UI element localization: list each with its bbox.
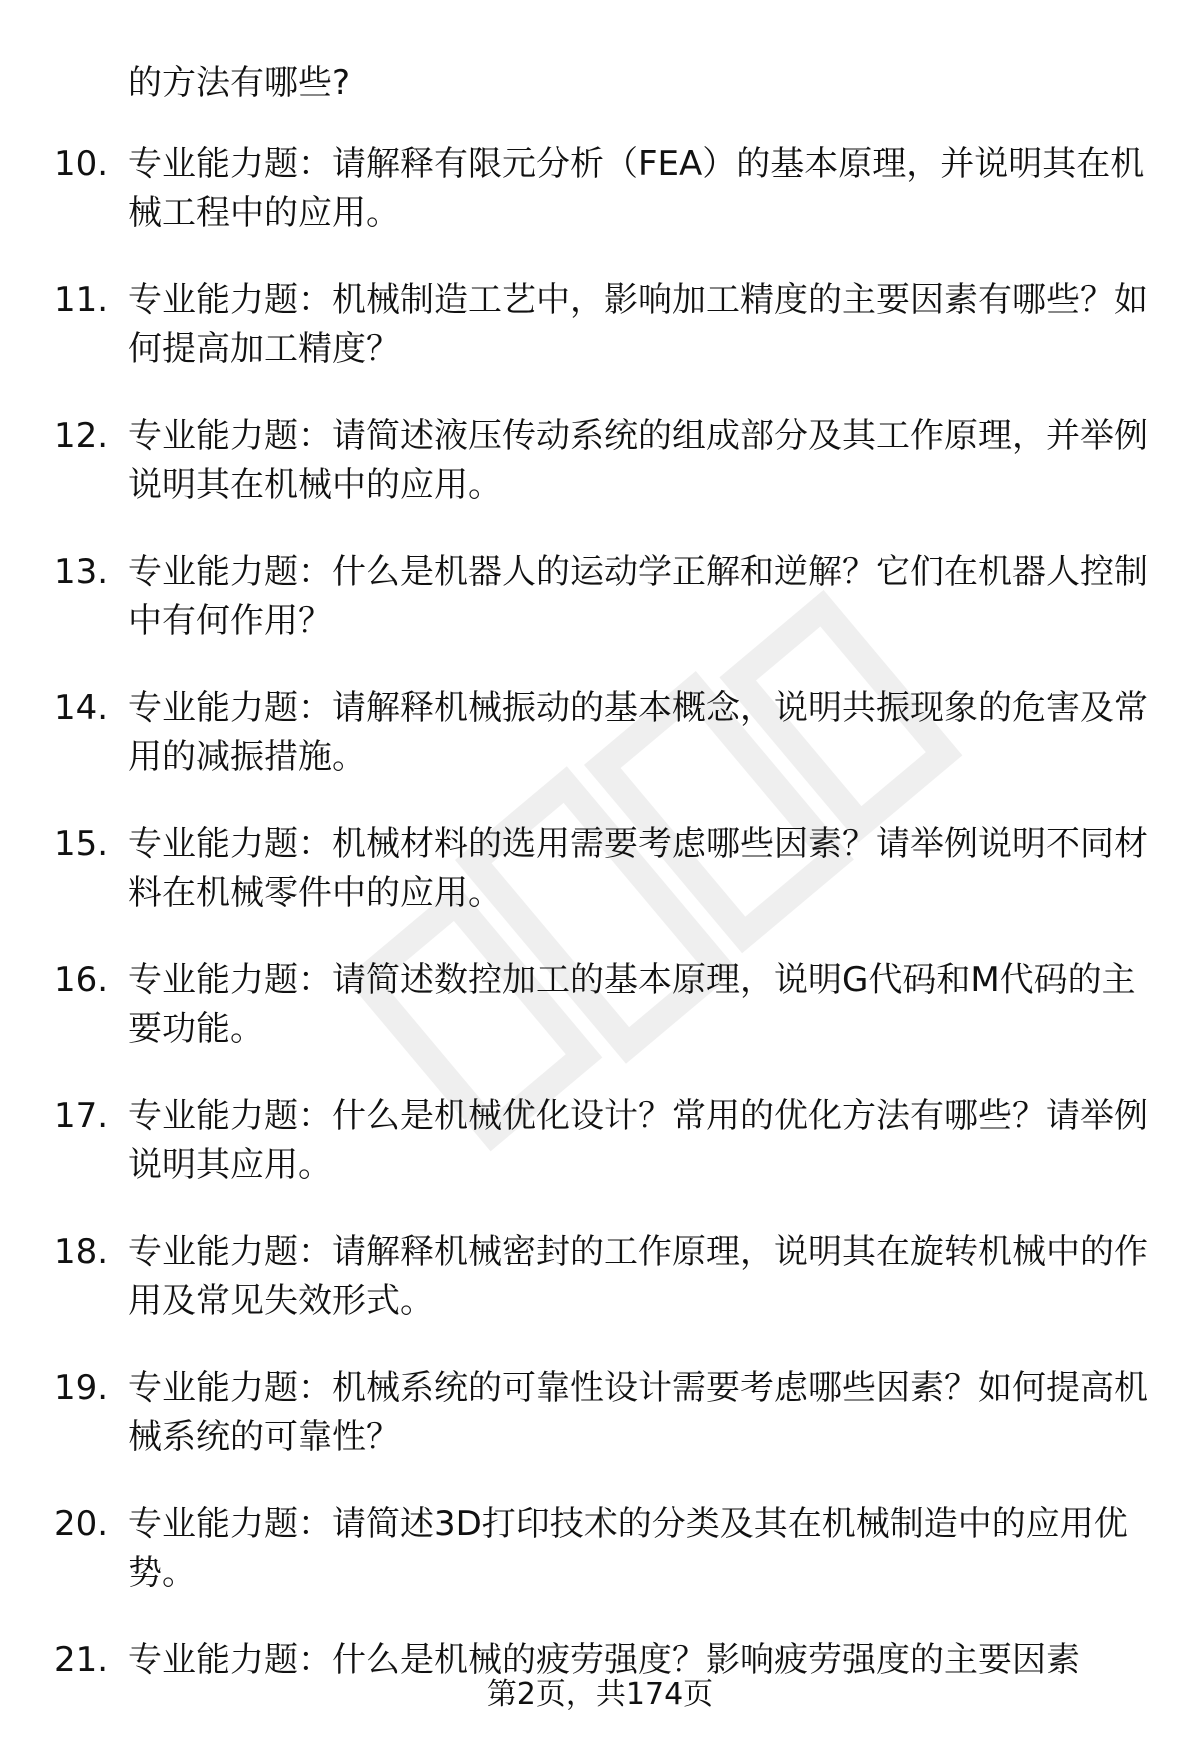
question-text: 专业能力题：机械制造工艺中，影响加工精度的主要因素有哪些？如何提高加工精度？ (128, 280, 1148, 369)
question-item (0, 1228, 1200, 1326)
question-text: 专业能力题：请简述3D打印技术的分类及其在机械制造中的应用优势。 (128, 1504, 1128, 1593)
question-item (0, 820, 1200, 918)
question-number: 14. (54, 688, 109, 728)
question-number: 18. (54, 1232, 109, 1272)
question-item (0, 1364, 1200, 1462)
question-number: 13. (54, 552, 109, 592)
question-number: 16. (54, 960, 109, 1000)
question-text: 专业能力题：机械系统的可靠性设计需要考虑哪些因素？如何提高机械系统的可靠性？ (128, 1368, 1148, 1457)
question-text: 专业能力题：请解释机械振动的基本概念，说明共振现象的危害及常用的减振措施。 (128, 688, 1148, 777)
question-text: 专业能力题：机械材料的选用需要考虑哪些因素？请举例说明不同材料在机械零件中的应用。 (128, 824, 1148, 913)
question-number: 12. (54, 416, 109, 456)
question-item (0, 956, 1200, 1054)
question-number: 10. (54, 144, 109, 184)
question-number: 20. (54, 1504, 109, 1544)
question-item (0, 684, 1200, 782)
question-item (0, 548, 1200, 646)
question-item (0, 276, 1200, 374)
continuation-text: 的方法有哪些? (128, 63, 351, 103)
question-item (0, 140, 1200, 238)
question-number: 19. (54, 1368, 109, 1408)
question-number: 15. (54, 824, 109, 864)
question-text: 专业能力题：什么是机械优化设计？常用的优化方法有哪些？请举例说明其应用。 (128, 1096, 1148, 1185)
question-item (0, 1092, 1200, 1190)
page-footer: 第2页，共174页 (486, 1677, 714, 1712)
question-text: 专业能力题：请解释有限元分析（FEA）的基本原理，并说明其在机械工程中的应用。 (128, 144, 1145, 233)
question-item (0, 1500, 1200, 1598)
question-text: 专业能力题：什么是机器人的运动学正解和逆解？它们在机器人控制中有何作用？ (128, 552, 1148, 641)
question-text: 专业能力题：请解释机械密封的工作原理，说明其在旋转机械中的作用及常见失效形式。 (128, 1232, 1148, 1321)
question-number: 11. (54, 280, 109, 320)
question-text: 专业能力题：请简述数控加工的基本原理，说明G代码和M代码的主要功能。 (128, 960, 1136, 1049)
question-list (0, 140, 1200, 1723)
question-number: 17. (54, 1096, 109, 1136)
question-item (0, 412, 1200, 510)
question-text: 专业能力题：请简述液压传动系统的组成部分及其工作原理，并举例说明其在机械中的应用。 (128, 416, 1148, 505)
question-number: 21. (54, 1640, 109, 1680)
question-text: 专业能力题：什么是机械的疲劳强度？影响疲劳强度的主要因素 (128, 1640, 1080, 1680)
